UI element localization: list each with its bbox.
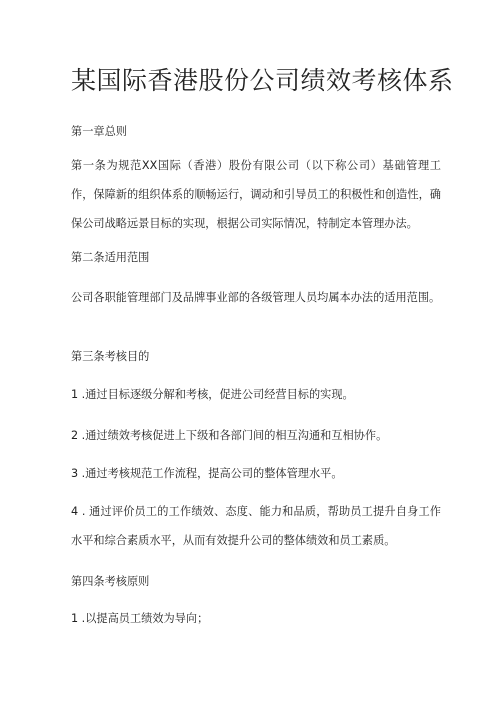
article-2-heading: 第二条适用范围 bbox=[71, 251, 150, 264]
article-4-heading: 第四条考核原则 bbox=[71, 575, 150, 588]
article-1-paragraph: 第一条为规范XX国际（香港）股份有限公司（以下称公司）基础管理工作，保障新的组织体系的顺畅运行，调动和引导员工的积极性和创造性，确保公司战略远景目标的实现，根据公司实际情况，特制定本管理办法。 bbox=[71, 159, 441, 230]
article-4-item-1: 1 .以提高员工绩效为导向； bbox=[71, 612, 209, 625]
article-3-item-2: 2 .通过绩效考核促进上下级和各部门间的相互沟通和互相协作。 bbox=[71, 429, 388, 442]
article-3-item-1: 1 .通过目标逐级分解和考核，促进公司经营目标的实现。 bbox=[71, 388, 354, 401]
article-3-item-4: 4 . 通过评价员工的工作绩效、态度、能力和品质，帮助员工提升自身工作水平和综合素质水平，从而有效提升公司的整体绩效和员工素质。 bbox=[71, 505, 441, 547]
article-2-paragraph: 公司各职能管理部门及品牌事业部的各级管理人员均属本办法的适用范围。 bbox=[71, 291, 441, 304]
article-3-heading: 第三条考核目的 bbox=[71, 350, 150, 363]
document-title: 某国际香港股份公司绩效考核体系 bbox=[71, 66, 454, 95]
article-3-item-3: 3 .通过考核规范工作流程，提高公司的整体管理水平。 bbox=[71, 467, 343, 480]
chapter-heading: 第一章总则 bbox=[71, 125, 127, 138]
